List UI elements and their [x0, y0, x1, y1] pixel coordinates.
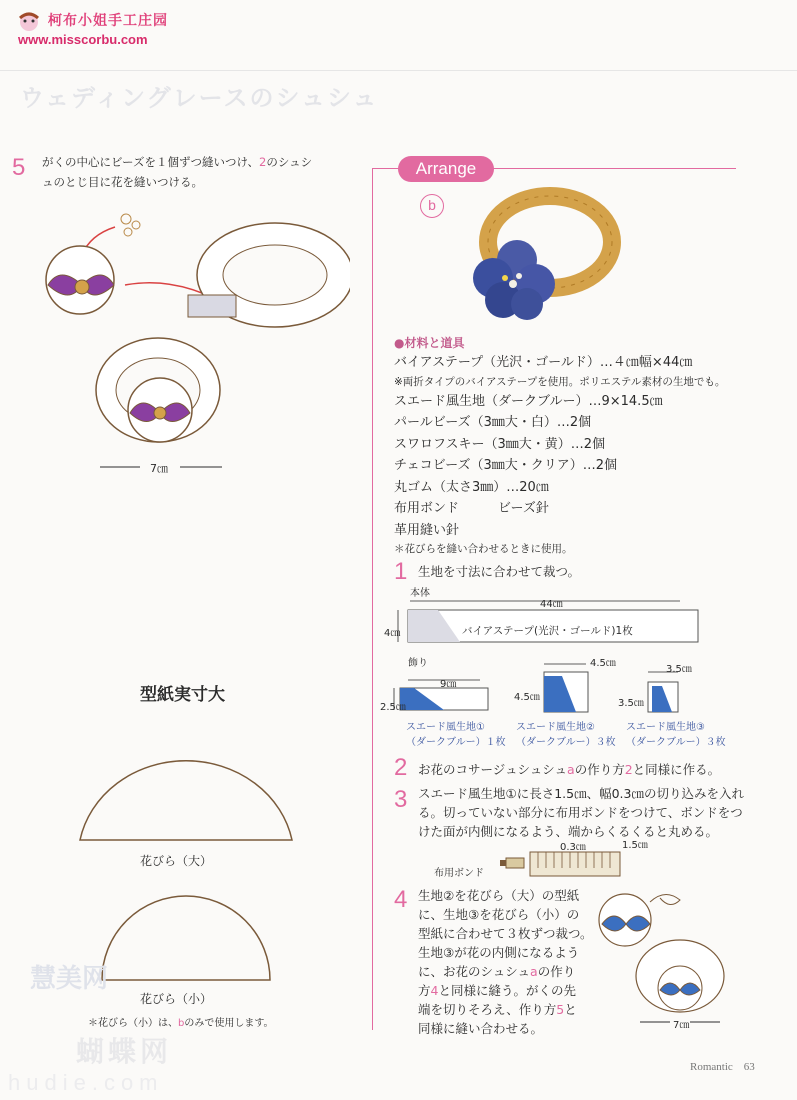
dim-1-5cm: 1.5㎝ [622, 840, 648, 851]
dim-0-3cm: 0.3㎝ [560, 842, 586, 853]
header-rule [0, 70, 797, 71]
step3-text: スエード風生地①に長さ1.5㎝、幅0.3㎝の切り込みを入れ る。切っていない部分に布用ボンドをつけて、ボンドをつ けた面が内側になるよう、端からくるくると丸める。 [418, 786, 744, 839]
pattern-title: 型紙実寸大 [140, 685, 225, 705]
body-label: 本体 [410, 588, 430, 599]
material-note: ＊花びらを縫い合わせるときに使用。 [394, 543, 573, 555]
step4-illustration [590, 888, 730, 1028]
step5-number: 5 [12, 154, 26, 181]
needle-thread-icon [650, 894, 680, 904]
step5-illustration [30, 205, 350, 485]
finished-chouchou-icon [636, 940, 724, 1012]
step4-text: 生地②を花びら（大）の型紙 に、生地③を花びら（小）の 型紙に合わせて３枚ずつ裁つ。 生地③が花の内側になるよう に、お花のシュシュaの作り 方4と同様に縫う。がくの先 端を切りそろえ、作り方5と 同様に縫い合わせる。 [418, 888, 593, 1036]
brand-logo-icon [14, 10, 44, 32]
material-item: パールビーズ（3㎜大・白）…2個 [394, 415, 592, 430]
step1-text: 生地を寸法に合わせて裁つ。 [418, 564, 581, 579]
watermark-3: hudie.com [8, 1070, 164, 1095]
step2-number: 2 [394, 754, 408, 781]
step5-text: がくの中心にビーズを１個ずつ縫いつけ、2のシュシ ュのとじ目に花を縫いつける。 [42, 155, 313, 189]
arrange-tab: Arrange [398, 156, 494, 182]
dim-3-5cm-h: 3.5㎝ [618, 698, 644, 709]
watermark-2: 蝴蝶网 [76, 1035, 173, 1068]
material-item: 布用ボンド ビーズ針 [394, 501, 549, 516]
suede2-label: スエード風生地② （ダークブルー）３枚 [516, 722, 616, 748]
pattern-note: ＊花びら（小）は、bのみで使用します。 [88, 1018, 274, 1029]
petal-large-pattern [70, 728, 310, 848]
dim-4cm: 4㎝ [384, 628, 401, 639]
material-item: チェコビーズ（3㎜大・クリア）…2個 [394, 458, 617, 473]
beads-icon [121, 214, 140, 236]
step3-number: 3 [394, 786, 408, 813]
arrange-frame-left [372, 168, 373, 1030]
flower-icon [46, 246, 114, 314]
step4-size-label: 7㎝ [673, 1020, 690, 1031]
dim-44cm: 44㎝ [540, 599, 563, 610]
ghost-header-title: ウェディングレースのシュシュ [20, 84, 379, 112]
sewn-flower-icon [599, 894, 651, 946]
product-photo [455, 180, 625, 330]
step4-number: 4 [394, 886, 408, 913]
assembled-chouchou-icon [96, 338, 220, 442]
material-item: スワロフスキー（3㎜大・黄）…2個 [394, 436, 606, 452]
dim-4-5cm-w: 4.5㎝ [590, 658, 616, 669]
page-footer: Romantic 63 [690, 1061, 755, 1073]
bias-tape-label: バイアステープ(光沢・ゴールド)1枚 [462, 625, 633, 637]
materials-title: ●材料と道具 [394, 336, 465, 350]
variant-b-badge: b [420, 194, 444, 218]
material-note: ※両折タイプのバイアステープを使用。ポリエステル素材の生地でも。 [394, 375, 726, 388]
watermark-1: 慧美网 [30, 964, 109, 994]
dim-2-5cm: 2.5㎝ [380, 702, 406, 713]
material-item: 丸ゴム（太さ3㎜）…20㎝ [394, 479, 549, 495]
petal-small-pattern [94, 888, 284, 988]
material-item: スエード風生地（ダークブルー）…9×14.5㎝ [394, 393, 663, 409]
material-item: バイアステープ（光沢・ゴールド）…４㎝幅×44㎝ [394, 355, 693, 370]
petal-small-label: 花びら（小） [140, 992, 213, 1006]
deco-label: 飾り [408, 658, 428, 669]
suede3-label: スエード風生地③ （ダークブルー）３枚 [626, 722, 726, 748]
brand-title: 柯布小姐手工庄园 [48, 13, 168, 29]
step2-text: お花のコサージュシュシュaの作り方2と同様に作る。 [418, 762, 721, 777]
step5-size-label: 7㎝ [150, 462, 168, 475]
step1-number: 1 [394, 558, 408, 585]
dim-9cm: 9㎝ [440, 679, 457, 690]
bond-bottle-icon [500, 858, 524, 868]
brand-url[interactable]: www.misscorbu.com [18, 32, 148, 47]
petal-large-label: 花びら（大） [140, 854, 213, 868]
scrunchie-icon [188, 223, 350, 327]
dim-3-5cm-w: 3.5㎝ [666, 664, 692, 675]
suede1-label: スエード風生地① （ダークブルー）１枚 [406, 722, 506, 748]
dim-4-5cm-h: 4.5㎝ [514, 692, 540, 703]
material-item: 革用縫い針 [394, 522, 460, 538]
materials-list [394, 352, 774, 558]
bond-label: 布用ボンド [434, 868, 484, 879]
